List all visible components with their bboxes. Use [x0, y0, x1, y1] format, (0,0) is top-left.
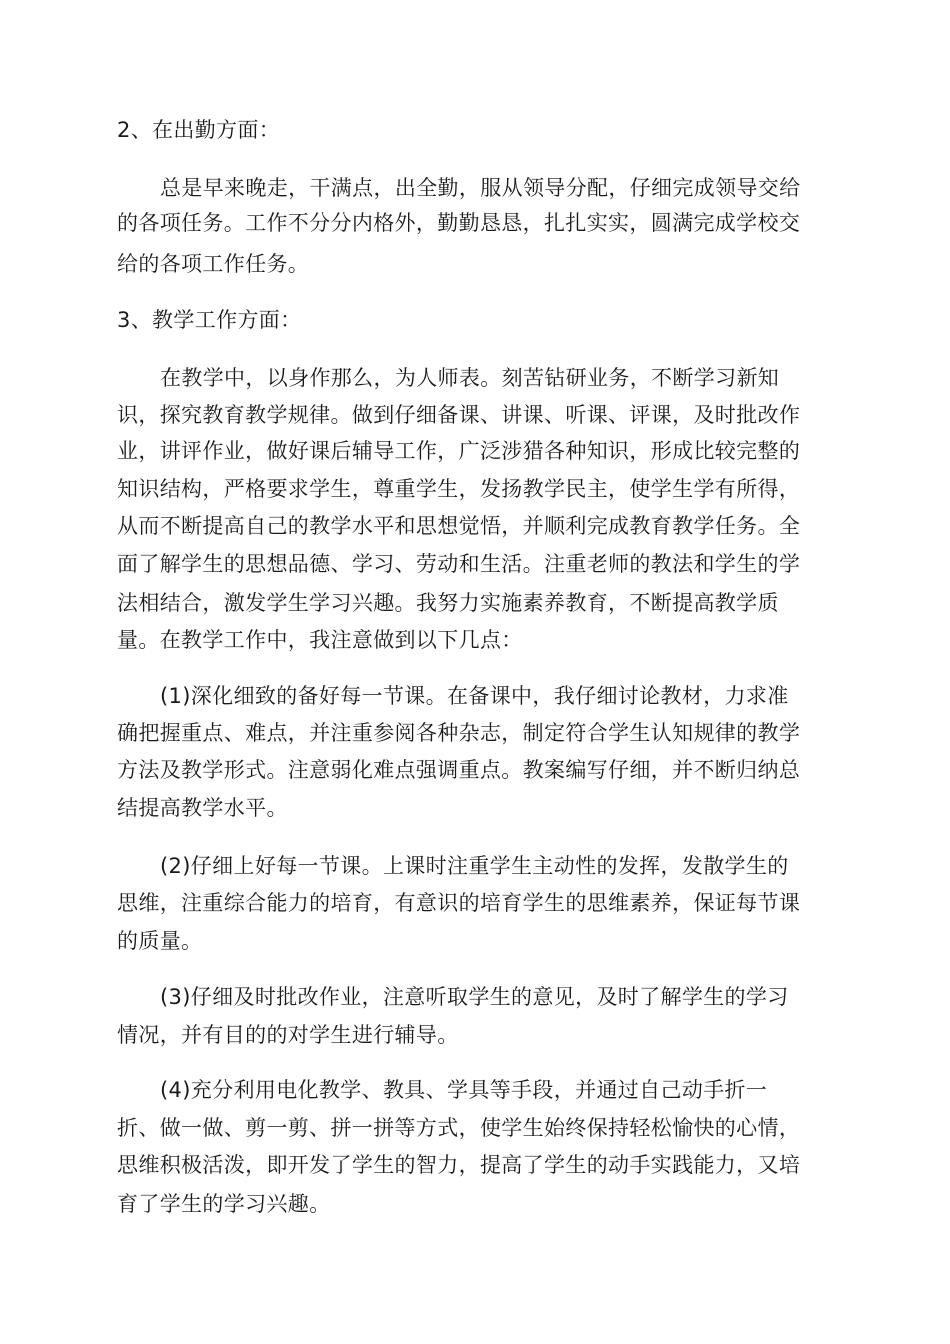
- paragraph-line: (4)充分利用电化教学、教具、学具等手段，并通过自己动手折一: [160, 1078, 768, 1102]
- paragraph-line: 业，讲评作业，做好课后辅导工作，广泛涉猎各种知识，形成比较完整的: [117, 439, 801, 463]
- paragraph-line: 从而不断提高自己的教学水平和思想觉悟，并顺利完成教育教学任务。全: [117, 514, 801, 538]
- paragraph-line: 思维，注重综合能力的培育，有意识的培育学生的思维素养，保证每节课: [117, 891, 801, 915]
- paragraph-line: 思维积极活泼，即开发了学生的智力，提高了学生的动手实践能力，又培: [117, 1153, 801, 1177]
- paragraph-line: (1)深化细致的备好每一节课。在备课中，我仔细讨论教材，力求准: [160, 684, 789, 708]
- paragraph-line: 识，探究教育教学规律。做到仔细备课、讲课、听课、评课，及时批改作: [117, 403, 801, 427]
- paragraph-line: 给的各项工作任务。: [117, 252, 310, 276]
- paragraph-line: (3)仔细及时批改作业，注意听取学生的意见，及时了解学生的学习: [160, 985, 789, 1009]
- paragraph-line: 法相结合，激发学生学习兴趣。我努力实施素养教育，不断提高教学质: [117, 591, 779, 615]
- paragraph-line: 面了解学生的思想品德、学习、劳动和生活。注重老师的教法和学生的学: [117, 552, 801, 576]
- paragraph-line: 确把握重点、难点，并注重参阅各种杂志，制定符合学生认知规律的教学: [117, 721, 801, 745]
- paragraph-line: 量。在教学工作中，我注意做到以下几点：: [117, 628, 523, 652]
- paragraph-line: 知识结构，严格要求学生，尊重学生，发扬教学民主，使学生学有所得，: [117, 477, 801, 501]
- paragraph-line: 的各项任务。工作不分分内格外，勤勤恳恳，扎扎实实，圆满完成学校交: [117, 211, 801, 235]
- paragraph-line: 结提高教学水平。: [117, 796, 288, 820]
- paragraph-line: 育了学生的学习兴趣。: [117, 1192, 331, 1216]
- paragraph-line: 的质量。: [117, 929, 203, 953]
- paragraph-line: 折、做一做、剪一剪、拼一拼等方式，使学生始终保持轻松愉快的心情，: [117, 1116, 801, 1140]
- heading-teaching: 3、教学工作方面：: [117, 308, 302, 332]
- heading-attendance: 2、在出勤方面：: [117, 118, 281, 142]
- paragraph-line: 方法及教学形式。注意弱化难点强调重点。教案编写仔细，并不断归纳总: [117, 758, 801, 782]
- paragraph-line: 总是早来晚走，干满点，出全勤，服从领导分配，仔细完成领导交给: [160, 176, 801, 200]
- paragraph-line: 在教学中，以身作那么，为人师表。刻苦钻研业务，不断学习新知: [160, 366, 780, 390]
- paragraph-line: 情况，并有目的的对学生进行辅导。: [117, 1023, 459, 1047]
- paragraph-line: (2)仔细上好每一节课。上课时注重学生主动性的发挥，发散学生的: [160, 854, 789, 878]
